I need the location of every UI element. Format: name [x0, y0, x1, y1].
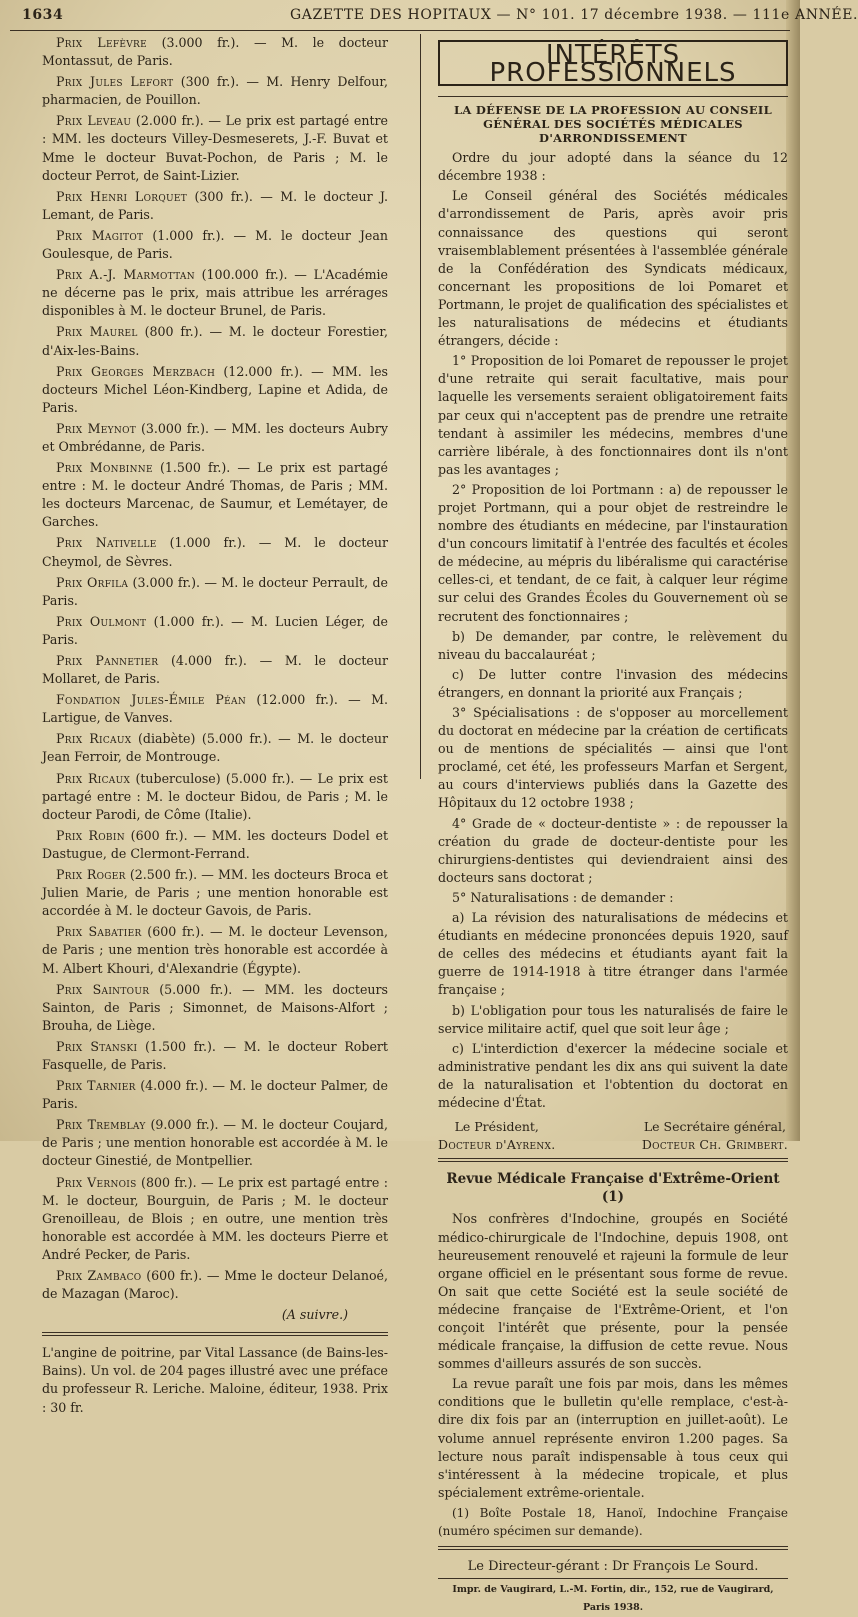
prize-text: (tuberculose) (5.000 fr.). — Le prix est partagé entre : M. le docteur Bidou, de Paris ; M. le docteur Parodi, de Côme (Italie). — [42, 770, 388, 822]
book-notice: L'angine de poitrine, par Vital Lassance (de Bains-les-Bains). Un vol. de 204 pages illustré avec une préface du professeur R. Leriche. Maloine, éditeur, 1938. Prix : 30 fr. — [42, 1345, 388, 1415]
prize-name: Prix Tremblay — [56, 1117, 146, 1133]
prize-entry — [42, 323, 388, 359]
prize-entry — [42, 574, 388, 610]
prize-text: (800 fr.). — Le prix est partagé entre : M. le docteur, Bourguin, de Paris ; M. le docteur Grenoilleau, de Blois ; en outre, une mention très honorable est accordée à MM. les docteurs Pierre et André Pecker, de Paris. — [42, 1174, 388, 1262]
article-body — [438, 149, 788, 1112]
section-rule — [438, 1546, 788, 1550]
running-title: GAZETTE DES HOPITAUX — N° 101. 17 décembre 1938. — 111e ANNÉE. — [290, 7, 858, 23]
prize-name: Prix Tarnier — [56, 1078, 136, 1094]
prize-entry — [42, 1038, 388, 1074]
prize-entry — [42, 34, 388, 70]
article-paragraph: Le Conseil général des Sociétés médicales d'arrondissement de Paris, après avoir pris connaissance des questions qui seront vraisemblablement présentées à l'assemblée générale de la Confédération des Syndicats médicaux, concernant les propositions de loi Pomaret et Portmann, le projet de qualification des spécialistes et les naturalisations de médecins et étudiants étrangers, décide : — [438, 188, 788, 349]
prize-entry — [42, 1116, 388, 1170]
prize-entry — [42, 652, 388, 688]
article-paragraph: b) L'obligation pour tous les naturalisés de faire le service militaire actif, quel que soit leur âge ; — [438, 1002, 788, 1036]
prize-name: Prix Robin — [56, 827, 125, 843]
prize-name: Fondation Jules-Émile Péan — [56, 692, 246, 708]
article2-paragraph: Nos confrères d'Indochine, groupés en Société médico-chirurgicale de l'Indochine, depuis 1908, ont heureusement renouvelé et rajeuni la formule de leur organe officiel en le présentant sous forme de revue. On sait que cette Société est la seule société de médecine française de l'Extrême-Orient, et l'on conçoit l'intérêt que présente, pour la pensée médicale française, la diffusion de cette revue. Nous sommes d'ailleurs assurés de son succès. — [438, 1211, 788, 1372]
prize-text: (12.000 fr.). — M. Lartigue, de Vanves. — [42, 692, 388, 726]
prize-text: (3.000 fr.). — M. le docteur Montassut, de Paris. — [42, 35, 388, 69]
prize-name: Prix Pannetier — [56, 653, 159, 668]
article-paragraph: 1° Proposition de loi Pomaret de repousser le projet d'une retraite qui serait facultative, mais pour laquelle les versements seraient obligatoirement faits par ceux qui n'acceptent pas de prendre une retraite tendant à assimiler les médecins, membres d'une carrière libérale, à des fonctionnaires dont ils n'ont pas les avantages ; — [438, 353, 788, 477]
prize-entry — [42, 420, 388, 456]
prize-name: Prix Vernois — [56, 1174, 137, 1190]
prize-entry — [42, 363, 388, 417]
prize-name: Prix Monbinne — [56, 460, 153, 476]
footnote: (1) Boîte Postale 18, Hanoï, Indochine Française (numéro spécimen sur demande). — [438, 1505, 788, 1539]
article-paragraph: 2° Proposition de loi Portmann : a) de repousser le projet Portmann, qui a pour objet de restreindre le nombre des étudiants en médecine, par l'instauration d'un concours limitatif à l'entrée des facultés et écoles de médecine, au mépris du libéralisme qui caractérise celles-ci, et tendant, de ce fait, à calquer leur régime sur celui des Grandes Écoles du Gouvernement où se recrutent des fonctionnaires ; — [438, 481, 788, 624]
article-paragraph: b) De demander, par contre, le relèvement du niveau du baccalauréat ; — [438, 628, 788, 662]
running-header — [10, 4, 858, 31]
section-title: INTÉRÊTS PROFESSIONNELS — [438, 40, 788, 86]
prize-text: (1.000 fr.). — M. le docteur Cheymol, de Sèvres. — [42, 535, 389, 569]
prize-entry — [42, 266, 388, 320]
prize-text: (1.000 fr.). — M. Lucien Léger, de Paris. — [42, 613, 388, 647]
prize-name: Prix Georges Merzbach — [56, 363, 216, 379]
prize-text: (300 fr.). — M. le docteur J. Lemant, de Paris. — [42, 188, 388, 222]
prize-entry — [42, 730, 388, 766]
prize-name: Prix Roger — [56, 867, 126, 883]
article-paragraph: c) De lutter contre l'invasion des médecins étrangers, en donnant la priorité aux Français ; — [438, 666, 788, 700]
prize-text: (3.000 fr.). — MM. les docteurs Aubry et Ombrédanne, de Paris. — [42, 420, 388, 454]
prize-text: (4.000 fr.). — M. le docteur Palmer, de Paris. — [42, 1078, 388, 1112]
imprint-line: Impr. de Vaugirard, L.-M. Fortin, dir., 152, rue de Vaugirard, Paris 1938. — [438, 1578, 788, 1617]
director-line: Le Directeur-gérant : Dr François Le Sourd. — [467, 1559, 759, 1575]
prize-text: (600 fr.). — MM. les docteurs Dodel et Dastugue, de Clermont-Ferrand. — [42, 827, 389, 861]
prize-name: Prix Saintour — [56, 981, 150, 997]
prize-text: (9.000 fr.). — M. le docteur Coujard, de Paris ; une mention honorable est accordée à M. le docteur Ginestié, de Montpellier. — [42, 1117, 388, 1169]
article-paragraph: 3° Spécialisations : de s'opposer au morcellement du doctorat en médecine par la création de certificats ou de mentions de spécialités — ainsi que l'ont proclamé, cet été, les professeurs Marfan et Sergent, au cours d'interviews publiés dans la Gazette des Hôpitaux du 12 octobre 1938 ; — [438, 705, 788, 811]
signature-secretary: Le Secrétaire général, Docteur Ch. Grimbert. — [641, 1119, 788, 1153]
prize-entry — [42, 1174, 388, 1264]
prize-name: Prix Leveau — [56, 113, 132, 129]
prize-name: Prix Zambaco — [56, 1268, 142, 1283]
prize-entry — [42, 613, 388, 649]
prize-name: Prix Oulmont — [56, 613, 147, 629]
prize-text: (1.500 fr.). — Le prix est partagé entre : M. le docteur André Thomas, de Paris ; MM. les docteurs Marcenac, de Saumur, et Lemétayer, de Garches. — [42, 460, 388, 530]
prize-name: Prix Henri Lorquet — [56, 188, 188, 204]
prize-text: (600 fr.). — M. le docteur Levenson, de Paris ; une mention très honorable est accordée à M. Albert Khouri, d'Alexandrie (Égypte). — [42, 924, 388, 976]
prize-text: (800 fr.). — M. le docteur Forestier, d'Aix-les-Bains. — [42, 324, 388, 358]
prize-entry — [42, 188, 388, 224]
prize-name: Prix Meynot — [56, 420, 137, 436]
prize-entry — [42, 112, 388, 184]
prize-name: Prix Ricaux — [56, 770, 131, 786]
prize-text: (300 fr.). — M. Henry Delfour, pharmacien, de Pouillon. — [42, 74, 388, 108]
section-rule — [438, 96, 788, 97]
prize-text: (1.000 fr.). — M. le docteur Jean Goulesque, de Paris. — [42, 227, 388, 262]
prize-name: Prix Orfila — [56, 574, 129, 590]
prize-text: (5.000 fr.). — MM. les docteurs Sainton, de Paris ; Simonnet, de Maisons-Alfort ; Brouha, de Liège. — [42, 981, 388, 1033]
article-paragraph: a) La révision des naturalisations de médecins et étudiants en médecine prononcées depuis 1920, sauf de celles des médecins et étudiants ayant fait la guerre de 1914-1918 à titre étranger dans l'armée française ; — [438, 910, 788, 998]
prize-entry — [42, 691, 388, 727]
prize-text: (100.000 fr.). — L'Académie ne décerne pas le prix, mais attribue les arrérages disponibles à M. le docteur Brunel, de Paris. — [42, 267, 388, 319]
prize-name: Prix Jules Lefort — [56, 74, 174, 90]
prize-text: (1.500 fr.). — M. le docteur Robert Fasquelle, de Paris. — [42, 1038, 388, 1072]
prize-entry — [42, 459, 388, 531]
signature-president: Le Président, Docteur d'Ayrenx. — [438, 1119, 556, 1153]
prize-name: Prix Sabatier — [56, 924, 142, 940]
prize-entry — [42, 1267, 388, 1303]
section-rule — [42, 1332, 388, 1336]
prize-text: (600 fr.). — Mme le docteur Delanoé, de Mazagan (Maroc). — [42, 1268, 388, 1302]
prize-list — [42, 34, 388, 1303]
prize-entry — [42, 227, 388, 263]
left-column — [42, 34, 388, 1417]
article-subhead: LA DÉFENSE DE LA PROFESSION AU CONSEIL GÉNÉRAL DES SOCIÉTÉS MÉDICALES D'ARRONDISSEMENT — [453, 103, 772, 146]
page-edge-shadow — [786, 0, 800, 1141]
column-divider — [420, 34, 421, 779]
prize-entry — [42, 770, 388, 824]
prize-name: Prix Lefèvre — [56, 35, 147, 50]
right-column — [438, 40, 788, 1617]
prize-entry — [42, 866, 388, 920]
article2-body — [438, 1210, 788, 1502]
prize-text: (4.000 fr.). — M. le docteur Mollaret, de Paris. — [42, 653, 388, 687]
signatures — [438, 1118, 788, 1154]
prize-text: (diabète) (5.000 fr.). — M. le docteur Jean Ferroir, de Montrouge. — [42, 731, 388, 765]
prize-text: (12.000 fr.). — MM. les docteurs Michel Léon-Kindberg, Lapine et Adida, de Paris. — [42, 363, 388, 415]
prize-entry — [42, 981, 388, 1035]
prize-entry — [42, 923, 388, 977]
prize-name: Prix Nativelle — [56, 535, 157, 551]
prize-entry — [42, 73, 388, 109]
prize-name: Prix Maurel — [56, 324, 138, 340]
article2-paragraph: La revue paraît une fois par mois, dans les mêmes conditions que le bulletin qu'elle remplace, c'est-à-dire dix fois par an (interruption en juillet-août). Le volume annuel représente environ 1.200 pages. Sa lecture nous paraît indispensable à tous ceux qui s'intéressent à la médecine tropicale, et plus spécialement extrême-orientale. — [438, 1376, 788, 1500]
article-paragraph: 4° Grade de « docteur-dentiste » : de repousser la création du grade de docteur-dentiste pour les chirurgiens-dentistes qui deviendraient ainsi des docteurs sans doctorat ; — [438, 815, 788, 885]
article2-title: Revue Médicale Française d'Extrême-Orient (1) — [446, 1171, 780, 1206]
prize-text: (2.000 fr.). — Le prix est partagé entre : MM. les docteurs Villey-Desmeserets, J.-F. Buvat et Mme le docteur Buvat-Pochon, de Paris ; M. le docteur Perrot, de Saint-Lizier. — [42, 113, 388, 183]
section-rule — [438, 1158, 788, 1162]
prize-name: Prix Ricaux — [56, 731, 132, 747]
prize-name: Prix A.-J. Marmottan — [56, 267, 195, 283]
article-paragraph: 5° Naturalisations : de demander : — [452, 889, 674, 905]
page-number: 1634 — [22, 7, 64, 23]
prize-entry — [42, 534, 388, 570]
article-paragraph: c) L'interdiction d'exercer la médecine sociale et administrative pendant les dix ans qui suivent la date de la naturalisation et l'obtention du doctorat en médecine d'État. — [438, 1040, 788, 1110]
prize-entry — [42, 827, 388, 863]
prize-name: Prix Stanski — [56, 1038, 138, 1054]
prize-entry — [42, 1077, 388, 1113]
prize-text: (3.000 fr.). — M. le docteur Perrault, de Paris. — [42, 574, 388, 608]
article-paragraph: Ordre du jour adopté dans la séance du 12 décembre 1938 : — [438, 150, 788, 184]
prize-text: (2.500 fr.). — MM. les docteurs Broca et Julien Marie, de Paris ; une mention honorable est accordée à M. le docteur Gavois, de Paris. — [42, 867, 388, 919]
to-be-continued: (A suivre.) — [281, 1307, 348, 1323]
prize-name: Prix Magitot — [56, 227, 144, 243]
